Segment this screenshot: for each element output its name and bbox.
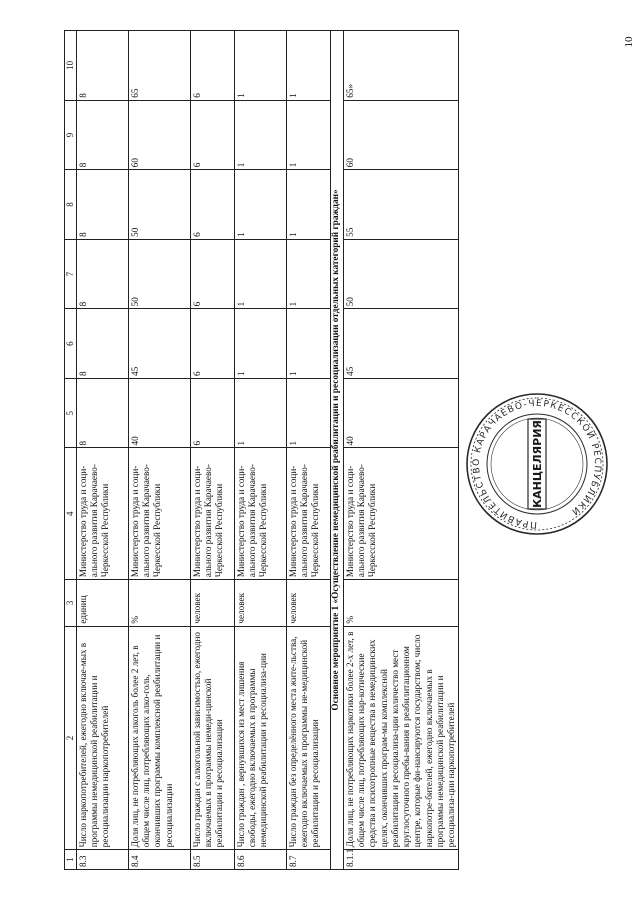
table-row [234,31,286,870]
header-cell: 2 [65,626,77,850]
indicator-name: Число граждан с алкогольной зависимостью, ежегодно включаемых в программы немеди-цинской реабилитации и ресоциализации [190,626,234,850]
value-cell: 40 [128,378,190,448]
header-cell: 4 [65,448,77,580]
row-number: 8.3 [76,850,128,870]
value-cell: 65 [128,31,190,101]
value-cell: 6 [190,170,234,240]
header-cell: 1 [65,850,77,870]
header-cell: 10 [65,31,77,101]
value-cell: 50 [343,239,458,309]
official-seal [462,384,612,544]
executor: Министерство труда и соци-ального развития Карачаево-Черкесской Республики [76,448,128,580]
value-cell: 40 [343,378,458,448]
value-cell: 1 [234,170,286,240]
indicator-name: Число граждан без определённого места жите-льства, ежегодно включаемых в программы не-медицинской реабилитации и ресоциализации [286,626,330,850]
table-row [128,31,190,870]
table-row [343,31,458,870]
value-cell: 1 [286,170,330,240]
header-cell: 7 [65,239,77,309]
section-row [330,31,343,870]
program-indicators-table [64,30,459,870]
indicator-name: Число наркопотребителей, ежегодно включае-мых в программы немедицинской реабилитации и ресоциализации наркопотребителей [76,626,128,850]
unit: % [128,580,190,627]
header-cell: 9 [65,100,77,170]
seal-center-text: КАНЦЕЛЯРИЯ [531,420,544,508]
value-cell: 55 [343,170,458,240]
value-cell: 8 [76,378,128,448]
header-cell: 6 [65,309,77,379]
executor: Министерство труда и соци-ального развития Карачаево-Черкесской Республики [286,448,330,580]
table-row [190,31,234,870]
unit: человек [286,580,330,627]
value-cell: 1 [286,309,330,379]
value-cell: 1 [234,100,286,170]
value-cell: 6 [190,31,234,101]
row-number: 8.4 [128,850,190,870]
value-cell: 60 [343,100,458,170]
executor: Министерство труда и соци-ального развития Карачаево-Черкесской Республики [128,448,190,580]
value-cell: 1 [234,31,286,101]
value-cell: 60 [128,100,190,170]
unit: % [343,580,458,627]
header-cell: 8 [65,170,77,240]
value-cell: 1 [286,378,330,448]
indicator-name: Доля лиц, не потребляющих наркотики более 2-х лет, в общем числе лиц, потребляющих нар-котические средства и психотропные вещества в немедицинских целях, окончивших програм-мы комплексной реабилитации и ресоциализа-ции количество мест круглосуточного пребы-вания в реабилитационном центре, которые фи-нансируются государством; число наркопотре-бителей, ежегодно включаемых в программы немедицинской реабилитации и ресоциализа-ции наркопотребителей [343,626,458,850]
value-cell: 1 [234,378,286,448]
page-number: 10 [623,36,635,48]
row-number: 8.7 [286,850,330,870]
value-cell: 50 [128,239,190,309]
value-cell: 8 [76,100,128,170]
seal-ring-text: ПРАВИТЕЛЬСТВО КАРАЧАЕВО-ЧЕРКЕССКОЙ РЕСПУБЛИКИ [471,398,603,530]
executor: Министерство труда и соци-ального развития Карачаево-Черкесской Республики [343,448,458,580]
table-row [76,31,128,870]
value-cell: 45 [343,309,458,379]
value-cell: 8 [76,170,128,240]
value-cell: 6 [190,309,234,379]
executor: Министерство труда и соци-ального развития Карачаево-Черкесской Республики [234,448,286,580]
value-cell: 50 [128,170,190,240]
value-cell: 8 [76,31,128,101]
header-cell: 5 [65,378,77,448]
header-row [65,31,77,870]
value-cell: 1 [286,239,330,309]
value-cell: 6 [190,100,234,170]
value-cell: 6 [190,378,234,448]
row-number: 8.5 [190,850,234,870]
value-cell: 8 [76,309,128,379]
indicator-name: Доля лиц, не потребляющих алкоголь более 2 лет, в общем числе лиц, потребляющих алко-голь, окончивших программы комплексной реабилитации и ресоциализации [128,626,190,850]
value-cell: 8 [76,239,128,309]
row-number: 8.6 [234,850,286,870]
value-cell: 6 [190,239,234,309]
value-cell: 65» [343,31,458,101]
unit: единиц [76,580,128,627]
unit: человек [190,580,234,627]
row-number: 8.1.1 [343,850,458,870]
indicator-name: Число граждан , вернувшихся из мест лишения свободы, ежегодно включаемых в программы немедицинской реабилитации и ресоциализа-ции [234,626,286,850]
unit: человек [234,580,286,627]
value-cell: 1 [286,31,330,101]
value-cell: 45 [128,309,190,379]
value-cell: 1 [234,239,286,309]
executor: Министерство труда и соци-ального развития Карачаево-Черкесской Республики [190,448,234,580]
value-cell: 1 [286,100,330,170]
section-title: Основное мероприятие 1 «Осуществление немедицинской реабилитации и ресоциализации отдельных категорий граждан» [330,31,343,870]
table-row [286,31,330,870]
value-cell: 1 [234,309,286,379]
header-cell: 3 [65,580,77,627]
